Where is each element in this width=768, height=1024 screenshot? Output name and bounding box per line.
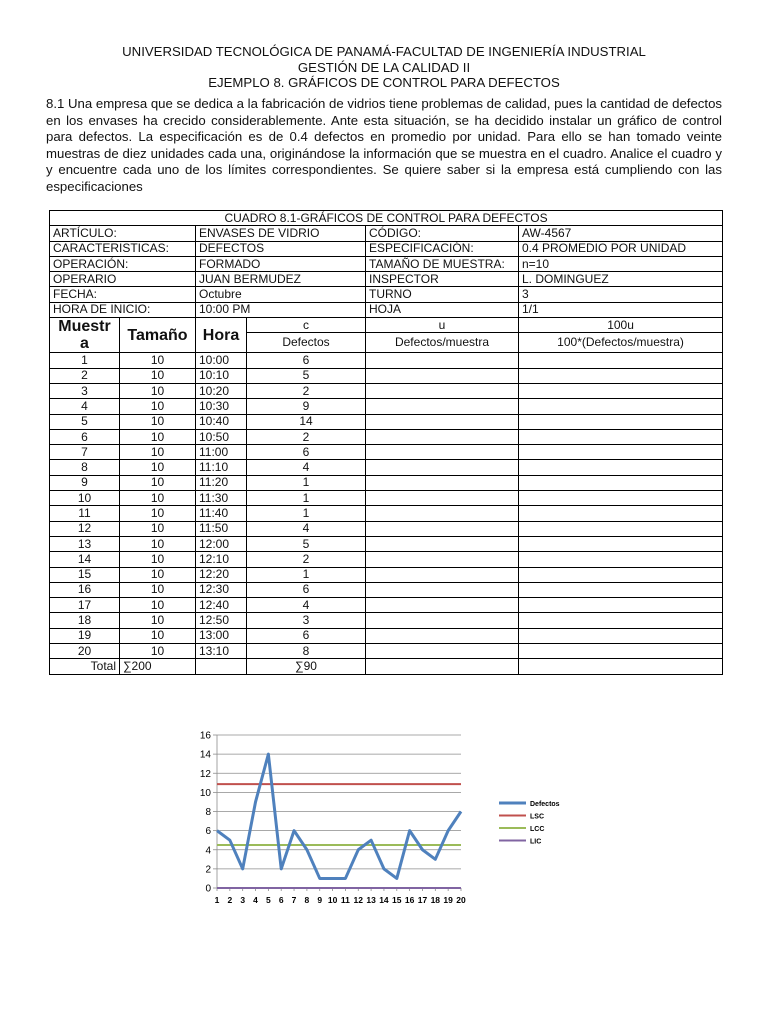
- info-label: ARTÍCULO:: [50, 226, 196, 241]
- cell-tamano: 10: [120, 506, 196, 521]
- info-value: FORMADO: [196, 256, 366, 271]
- column-header-row: [50, 318, 723, 333]
- cell-muestra: 19: [50, 628, 120, 643]
- total-row: [50, 659, 723, 674]
- cell-u: [366, 368, 519, 383]
- cell-tamano: 10: [120, 399, 196, 414]
- cell-tamano: 10: [120, 644, 196, 659]
- x-tick-label: 15: [392, 895, 402, 905]
- info-label: CARACTERISTICAS:: [50, 241, 196, 256]
- x-tick-label: 7: [291, 895, 297, 905]
- cell-u: [366, 628, 519, 643]
- total-label: Total: [50, 659, 120, 674]
- info-label: OPERARIO: [50, 272, 196, 287]
- cell-hora: 11:20: [196, 475, 247, 490]
- cell-muestra: 7: [50, 445, 120, 460]
- series-line-defectos: [217, 754, 461, 878]
- x-tick-label: 1: [214, 895, 220, 905]
- cell-muestra: 10: [50, 491, 120, 506]
- cell-tamano: 10: [120, 383, 196, 398]
- cell-muestra: 5: [50, 414, 120, 429]
- cell-u: [366, 445, 519, 460]
- info-label: FECHA:: [50, 287, 196, 302]
- info-label: HOJA: [366, 302, 519, 317]
- x-tick-label: 13: [366, 895, 376, 905]
- cell-100u: [519, 353, 723, 368]
- cell-muestra: 11: [50, 506, 120, 521]
- cell-100u: [519, 613, 723, 628]
- x-tick-label: 6: [278, 895, 284, 905]
- cell-defectos: 2: [247, 429, 366, 444]
- cell-hora: 12:00: [196, 536, 247, 551]
- problem-statement: 8.1 Una empresa que se dedica a la fabricación de vidrios tiene problemas de calidad, pues la cantidad de defectos en los envases ha crecido considerablemente. Ante esta situación, se ha decidido instalar un gráfico de control para defectos. La especificación es de 0.4 defectos en promedio por unidad. Para ello se han tomado veinte muestras de diez unidades cada una, originándose la información que se muestra en el cuadro. Analice el cuadro y y encuentre cada uno de los límites correspondientes. Se quiere saber si la empresa está cumpliendo con las especificaciones: [46, 96, 722, 194]
- legend-label: LSC: [530, 813, 544, 821]
- cell-100u: [519, 429, 723, 444]
- cell-100u: [519, 368, 723, 383]
- cell-hora: 10:20: [196, 383, 247, 398]
- cell-defectos: 2: [247, 383, 366, 398]
- cell-100u: [519, 567, 723, 582]
- table-row: [50, 475, 723, 490]
- cell-u: [366, 536, 519, 551]
- table-row: [50, 399, 723, 414]
- x-tick-label: 20: [456, 895, 466, 905]
- x-tick-label: 2: [227, 895, 233, 905]
- cell-tamano: 10: [120, 613, 196, 628]
- cell-tamano: 10: [120, 521, 196, 536]
- y-tick-label: 2: [205, 864, 211, 876]
- x-tick-label: 18: [430, 895, 441, 905]
- table-row: [50, 536, 723, 551]
- y-tick-label: 14: [199, 749, 211, 761]
- info-label: TAMAÑO DE MUESTRA:: [366, 256, 519, 271]
- cell-defectos: 6: [247, 582, 366, 597]
- cell-defectos: 1: [247, 475, 366, 490]
- cell-hora: 12:20: [196, 567, 247, 582]
- x-tick-label: 14: [379, 895, 389, 905]
- cell-100u: [519, 582, 723, 597]
- x-tick-label: 4: [253, 895, 258, 905]
- cell-u: [366, 414, 519, 429]
- cell-100u: [519, 491, 723, 506]
- cell-muestra: 2: [50, 368, 120, 383]
- cell-hora: 11:10: [196, 460, 247, 475]
- cell-muestra: 13: [50, 536, 120, 551]
- x-tick-label: 16: [404, 895, 415, 905]
- info-value: DEFECTOS: [196, 241, 366, 256]
- table-row: [50, 460, 723, 475]
- table-row: [50, 491, 723, 506]
- cell-defectos: 4: [247, 598, 366, 613]
- cell-defectos: 6: [247, 353, 366, 368]
- cell-u: [366, 383, 519, 398]
- legend-label: LIC: [530, 838, 542, 846]
- cell-hora: 12:10: [196, 552, 247, 567]
- cell-100u: [519, 414, 723, 429]
- y-tick-label: 4: [205, 845, 211, 857]
- cell-tamano: 10: [120, 582, 196, 597]
- cell-hora: 10:50: [196, 429, 247, 444]
- cell-hora: 11:40: [196, 506, 247, 521]
- table-row: [50, 353, 723, 368]
- cell-u: [366, 552, 519, 567]
- x-tick-label: 11: [340, 895, 350, 905]
- cell-muestra: 1: [50, 353, 120, 368]
- cell-defectos: 5: [247, 368, 366, 383]
- info-label: INSPECTOR: [366, 272, 519, 287]
- cell-muestra: 15: [50, 567, 120, 582]
- document-header: [0, 44, 768, 91]
- cell-u: [366, 353, 519, 368]
- total-100u: [519, 659, 723, 674]
- cell-tamano: 10: [120, 628, 196, 643]
- cell-100u: [519, 521, 723, 536]
- info-value: ENVASES DE VIDRIO: [196, 226, 366, 241]
- cell-100u: [519, 644, 723, 659]
- y-tick-label: 6: [205, 826, 211, 838]
- cell-hora: 11:30: [196, 491, 247, 506]
- y-tick-label: 10: [199, 787, 211, 799]
- info-row: [50, 226, 723, 241]
- table-row: [50, 383, 723, 398]
- cell-u: [366, 429, 519, 444]
- header-100u: 100u: [519, 318, 723, 333]
- header-defectos: Defectos: [247, 333, 366, 353]
- y-tick-label: 12: [199, 768, 211, 780]
- header-defectos-muestra: Defectos/muestra: [366, 333, 519, 353]
- info-value: 10:00 PM: [196, 302, 366, 317]
- table-row: [50, 368, 723, 383]
- table-row: [50, 582, 723, 597]
- x-tick-label: 8: [304, 895, 310, 905]
- info-value: 1/1: [519, 302, 723, 317]
- cell-defectos: 2: [247, 552, 366, 567]
- header-u: u: [366, 318, 519, 333]
- cell-muestra: 9: [50, 475, 120, 490]
- cell-u: [366, 475, 519, 490]
- header-hora: Hora: [196, 318, 247, 353]
- cell-100u: [519, 399, 723, 414]
- cell-defectos: 3: [247, 613, 366, 628]
- cell-tamano: 10: [120, 429, 196, 444]
- x-tick-label: 9: [317, 895, 323, 905]
- table-row: [50, 644, 723, 659]
- x-tick-label: 10: [327, 895, 338, 905]
- x-tick-label: 19: [443, 895, 453, 905]
- info-label: OPERACIÓN:: [50, 256, 196, 271]
- total-hora: [196, 659, 247, 674]
- info-label: TURNO: [366, 287, 519, 302]
- cell-defectos: 14: [247, 414, 366, 429]
- cell-muestra: 17: [50, 598, 120, 613]
- table-row: [50, 552, 723, 567]
- control-chart: [190, 724, 580, 914]
- cell-tamano: 10: [120, 368, 196, 383]
- table-row: [50, 567, 723, 582]
- table-row: [50, 598, 723, 613]
- info-value: AW-4567: [519, 226, 723, 241]
- cell-100u: [519, 383, 723, 398]
- info-row: [50, 302, 723, 317]
- cell-tamano: 10: [120, 567, 196, 582]
- cell-u: [366, 613, 519, 628]
- cell-100u: [519, 475, 723, 490]
- table-row: [50, 429, 723, 444]
- table-row: [50, 445, 723, 460]
- cell-muestra: 12: [50, 521, 120, 536]
- x-tick-label: 17: [417, 895, 428, 905]
- cell-defectos: 1: [247, 506, 366, 521]
- y-tick-label: 16: [199, 730, 211, 742]
- cell-hora: 10:30: [196, 399, 247, 414]
- cell-tamano: 10: [120, 475, 196, 490]
- total-u: [366, 659, 519, 674]
- cell-defectos: 5: [247, 536, 366, 551]
- info-row: [50, 241, 723, 256]
- cell-u: [366, 598, 519, 613]
- cell-muestra: 8: [50, 460, 120, 475]
- cell-tamano: 10: [120, 536, 196, 551]
- cell-muestra: 3: [50, 383, 120, 398]
- cell-tamano: 10: [120, 460, 196, 475]
- cell-muestra: 6: [50, 429, 120, 444]
- cell-100u: [519, 628, 723, 643]
- y-tick-label: 8: [205, 807, 211, 818]
- cell-muestra: 16: [50, 582, 120, 597]
- defects-table: [49, 210, 723, 675]
- info-value: JUAN BERMUDEZ: [196, 272, 366, 287]
- header-tamano: Tamaño: [120, 318, 196, 353]
- total-defectos: ∑90: [247, 659, 366, 674]
- cell-hora: 12:30: [196, 582, 247, 597]
- info-label: CÓDIGO:: [366, 226, 519, 241]
- cell-100u: [519, 552, 723, 567]
- table-row: [50, 628, 723, 643]
- header-muestra: Muestr a: [50, 318, 120, 353]
- cell-defectos: 8: [247, 644, 366, 659]
- table-row: [50, 521, 723, 536]
- cell-hora: 12:40: [196, 598, 247, 613]
- x-tick-label: 3: [240, 895, 246, 905]
- cell-u: [366, 491, 519, 506]
- cell-100u: [519, 460, 723, 475]
- y-tick-label: 0: [205, 883, 211, 895]
- cell-defectos: 6: [247, 628, 366, 643]
- x-tick-label: 5: [266, 895, 271, 905]
- total-tamano: ∑200: [120, 659, 196, 674]
- cell-100u: [519, 445, 723, 460]
- cell-u: [366, 644, 519, 659]
- table-title-row: [50, 211, 723, 226]
- cell-100u: [519, 506, 723, 521]
- cell-hora: 12:50: [196, 613, 247, 628]
- cell-100u: [519, 598, 723, 613]
- cell-hora: 11:00: [196, 445, 247, 460]
- cell-100u: [519, 536, 723, 551]
- header-c: c: [247, 318, 366, 333]
- info-label: HORA DE INICIO:: [50, 302, 196, 317]
- cell-u: [366, 582, 519, 597]
- table-row: [50, 414, 723, 429]
- cell-muestra: 4: [50, 399, 120, 414]
- cell-tamano: 10: [120, 414, 196, 429]
- info-label: ESPECIFICACIÓN:: [366, 241, 519, 256]
- cell-u: [366, 399, 519, 414]
- cell-defectos: 4: [247, 521, 366, 536]
- cell-hora: 13:00: [196, 628, 247, 643]
- university-title: UNIVERSIDAD TECNOLÓGICA DE PANAMÁ-FACULTAD DE INGENIERÍA INDUSTRIAL: [122, 44, 646, 59]
- example-title: EJEMPLO 8. GRÁFICOS DE CONTROL PARA DEFECTOS: [208, 75, 560, 90]
- cell-muestra: 20: [50, 644, 120, 659]
- info-value: L. DOMINGUEZ: [519, 272, 723, 287]
- course-title: GESTIÓN DE LA CALIDAD II: [297, 59, 471, 75]
- info-value: n=10: [519, 256, 723, 271]
- cell-tamano: 10: [120, 598, 196, 613]
- info-value: 3: [519, 287, 723, 302]
- cell-hora: 10:40: [196, 414, 247, 429]
- header-defectos-100: 100*(Defectos/muestra): [519, 333, 723, 353]
- cell-defectos: 4: [247, 460, 366, 475]
- table-row: [50, 506, 723, 521]
- cell-tamano: 10: [120, 491, 196, 506]
- cell-defectos: 1: [247, 567, 366, 582]
- cell-tamano: 10: [120, 353, 196, 368]
- legend-label: LCC: [530, 826, 545, 833]
- cell-u: [366, 521, 519, 536]
- cell-defectos: 6: [247, 445, 366, 460]
- cell-u: [366, 567, 519, 582]
- info-row: [50, 287, 723, 302]
- cell-muestra: 14: [50, 552, 120, 567]
- cell-defectos: 1: [247, 491, 366, 506]
- info-row: [50, 256, 723, 271]
- table-title: CUADRO 8.1-GRÁFICOS DE CONTROL PARA DEFECTOS: [50, 211, 723, 226]
- table-row: [50, 613, 723, 628]
- legend-label: Defectos: [530, 801, 560, 808]
- x-tick-label: 12: [353, 895, 363, 905]
- info-row: [50, 272, 723, 287]
- cell-u: [366, 506, 519, 521]
- cell-muestra: 18: [50, 613, 120, 628]
- cell-hora: 11:50: [196, 521, 247, 536]
- info-value: 0.4 PROMEDIO POR UNIDAD: [519, 241, 723, 256]
- cell-hora: 13:10: [196, 644, 247, 659]
- cell-u: [366, 460, 519, 475]
- cell-tamano: 10: [120, 445, 196, 460]
- cell-hora: 10:00: [196, 353, 247, 368]
- cell-hora: 10:10: [196, 368, 247, 383]
- cell-defectos: 9: [247, 399, 366, 414]
- cell-tamano: 10: [120, 552, 196, 567]
- info-value: Octubre: [196, 287, 366, 302]
